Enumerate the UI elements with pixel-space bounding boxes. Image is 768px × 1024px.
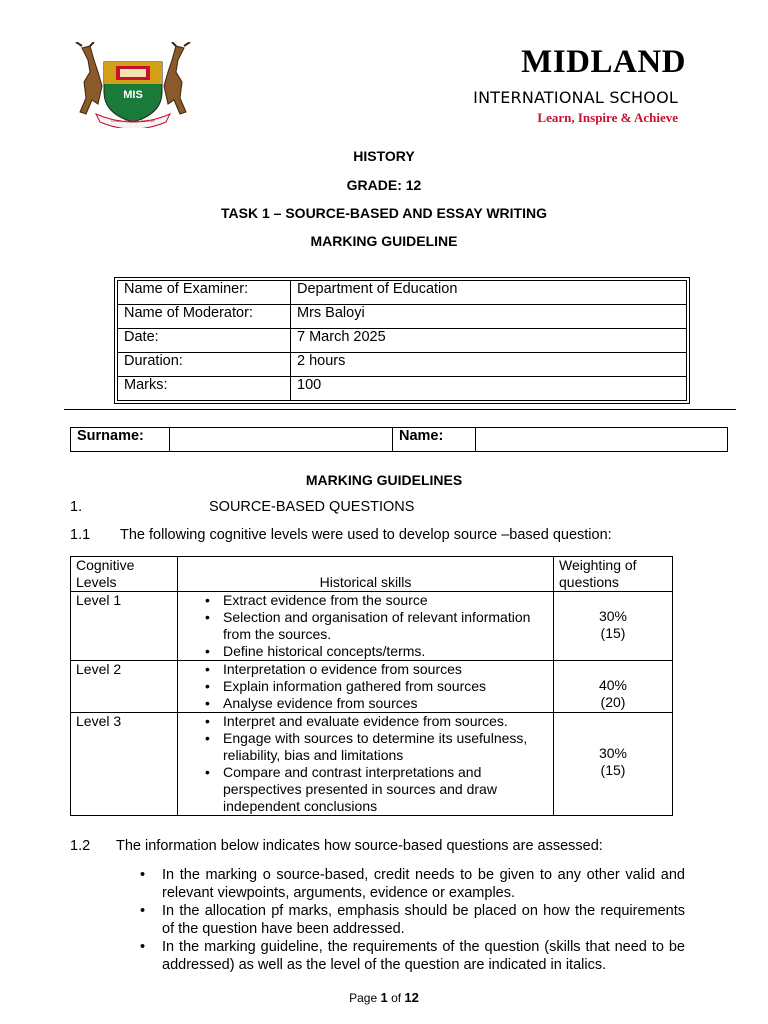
list-item: • In the marking o source-based, credit needs to be given to any other valid and relevant viewpoints, arguments, evidence or examples. (140, 866, 685, 902)
page-total: 12 (404, 990, 419, 1005)
school-logo (68, 42, 198, 128)
list-item: • Compare and contrast interpretations and perspectives presented in sources and draw independent conclusions (205, 764, 548, 815)
page-number: 1 (380, 990, 388, 1005)
surname-label: Surname: (71, 428, 170, 452)
student-name-table (70, 427, 728, 452)
subsection-number: 1.1 (70, 527, 91, 543)
table-row (118, 353, 687, 377)
subject-title: HISTORY (353, 148, 415, 164)
examination-info-table (114, 277, 690, 404)
list-item: • In the allocation pf marks, emphasis should be placed on how the requirements of the question have been addressed. (140, 902, 685, 938)
info-value: 7 March 2025 (291, 329, 687, 353)
subsection-text: The information below indicates how source-based questions are assessed: (116, 838, 603, 854)
surname-field[interactable] (170, 428, 393, 452)
level-cell: Level 1 (71, 592, 178, 661)
weighting-cell (554, 713, 673, 816)
table-row (118, 281, 687, 305)
grade-title: GRADE: 12 (346, 177, 422, 193)
weighting-marks: (20) (600, 694, 626, 710)
logo-text: MIS (123, 89, 143, 101)
skills-cell (178, 661, 554, 713)
of-word: of (391, 991, 402, 1005)
weighting-percent: 40% (598, 677, 628, 693)
column-header: Cognitive Levels (71, 557, 178, 592)
school-subtitle: INTERNATIONAL SCHOOL (473, 88, 678, 107)
page-word: Page (349, 991, 378, 1005)
school-crest-icon (68, 42, 198, 128)
info-label: Date: (118, 329, 291, 353)
list-item: • Interpret and evaluate evidence from sources. (205, 713, 548, 730)
task-title: TASK 1 – SOURCE-BASED AND ESSAY WRITING (221, 205, 547, 221)
info-value: Mrs Baloyi (291, 305, 687, 329)
weighting-cell (554, 661, 673, 713)
page-footer (0, 990, 768, 1005)
column-header: Weighting of questions (554, 557, 673, 592)
list-item: • Define historical concepts/terms. (205, 643, 548, 660)
list-item: • Engage with sources to determine its usefulness, reliability, bias and limitations (205, 730, 548, 764)
list-item: • Analyse evidence from sources (205, 695, 548, 712)
document-type-title: MARKING GUIDELINE (310, 233, 458, 249)
weighting-cell (554, 592, 673, 661)
table-row (71, 661, 673, 713)
list-item: • Interpretation o evidence from sources (205, 661, 548, 678)
cognitive-levels-table (70, 556, 673, 816)
info-label: Duration: (118, 353, 291, 377)
section-number: 1. (70, 499, 83, 515)
table-row (71, 592, 673, 661)
skills-cell (178, 713, 554, 816)
table-row (118, 377, 687, 401)
info-value: 2 hours (291, 353, 687, 377)
assessment-bullet-list (140, 866, 685, 974)
level-cell: Level 3 (71, 713, 178, 816)
subsection-number: 1.2 (70, 838, 91, 854)
info-value: Department of Education (291, 281, 687, 305)
table-row (118, 329, 687, 353)
subsection-text: The following cognitive levels were used to develop source –based question: (120, 527, 612, 543)
section-title: SOURCE-BASED QUESTIONS (209, 499, 415, 515)
column-header: Historical skills (178, 557, 554, 592)
table-header-row (71, 557, 673, 592)
logo-motto: Learn, Inspire & Achieve (111, 118, 155, 123)
divider (64, 409, 736, 410)
skills-cell (178, 592, 554, 661)
list-item: • Selection and organisation of relevant information from the sources. (205, 609, 548, 643)
weighting-percent: 30% (598, 608, 628, 624)
info-value: 100 (291, 377, 687, 401)
school-motto: Learn, Inspire & Achieve (537, 110, 678, 125)
info-label: Marks: (118, 377, 291, 401)
weighting-marks: (15) (600, 762, 626, 778)
info-label: Name of Moderator: (118, 305, 291, 329)
name-field[interactable] (476, 428, 728, 452)
list-item: • Extract evidence from the source (205, 592, 548, 609)
level-cell: Level 2 (71, 661, 178, 713)
table-row (71, 428, 728, 452)
section-heading: MARKING GUIDELINES (305, 472, 463, 488)
info-label: Name of Examiner: (118, 281, 291, 305)
school-name: MIDLAND (521, 44, 686, 80)
list-item: • Explain information gathered from sources (205, 678, 548, 695)
table-row (71, 713, 673, 816)
weighting-marks: (15) (600, 625, 626, 641)
weighting-percent: 30% (598, 745, 628, 761)
list-item: • In the marking guideline, the requirements of the question (skills that need to be addressed) as well as the level of the question are indicated in italics. (140, 938, 685, 974)
table-row (118, 305, 687, 329)
name-label: Name: (393, 428, 476, 452)
